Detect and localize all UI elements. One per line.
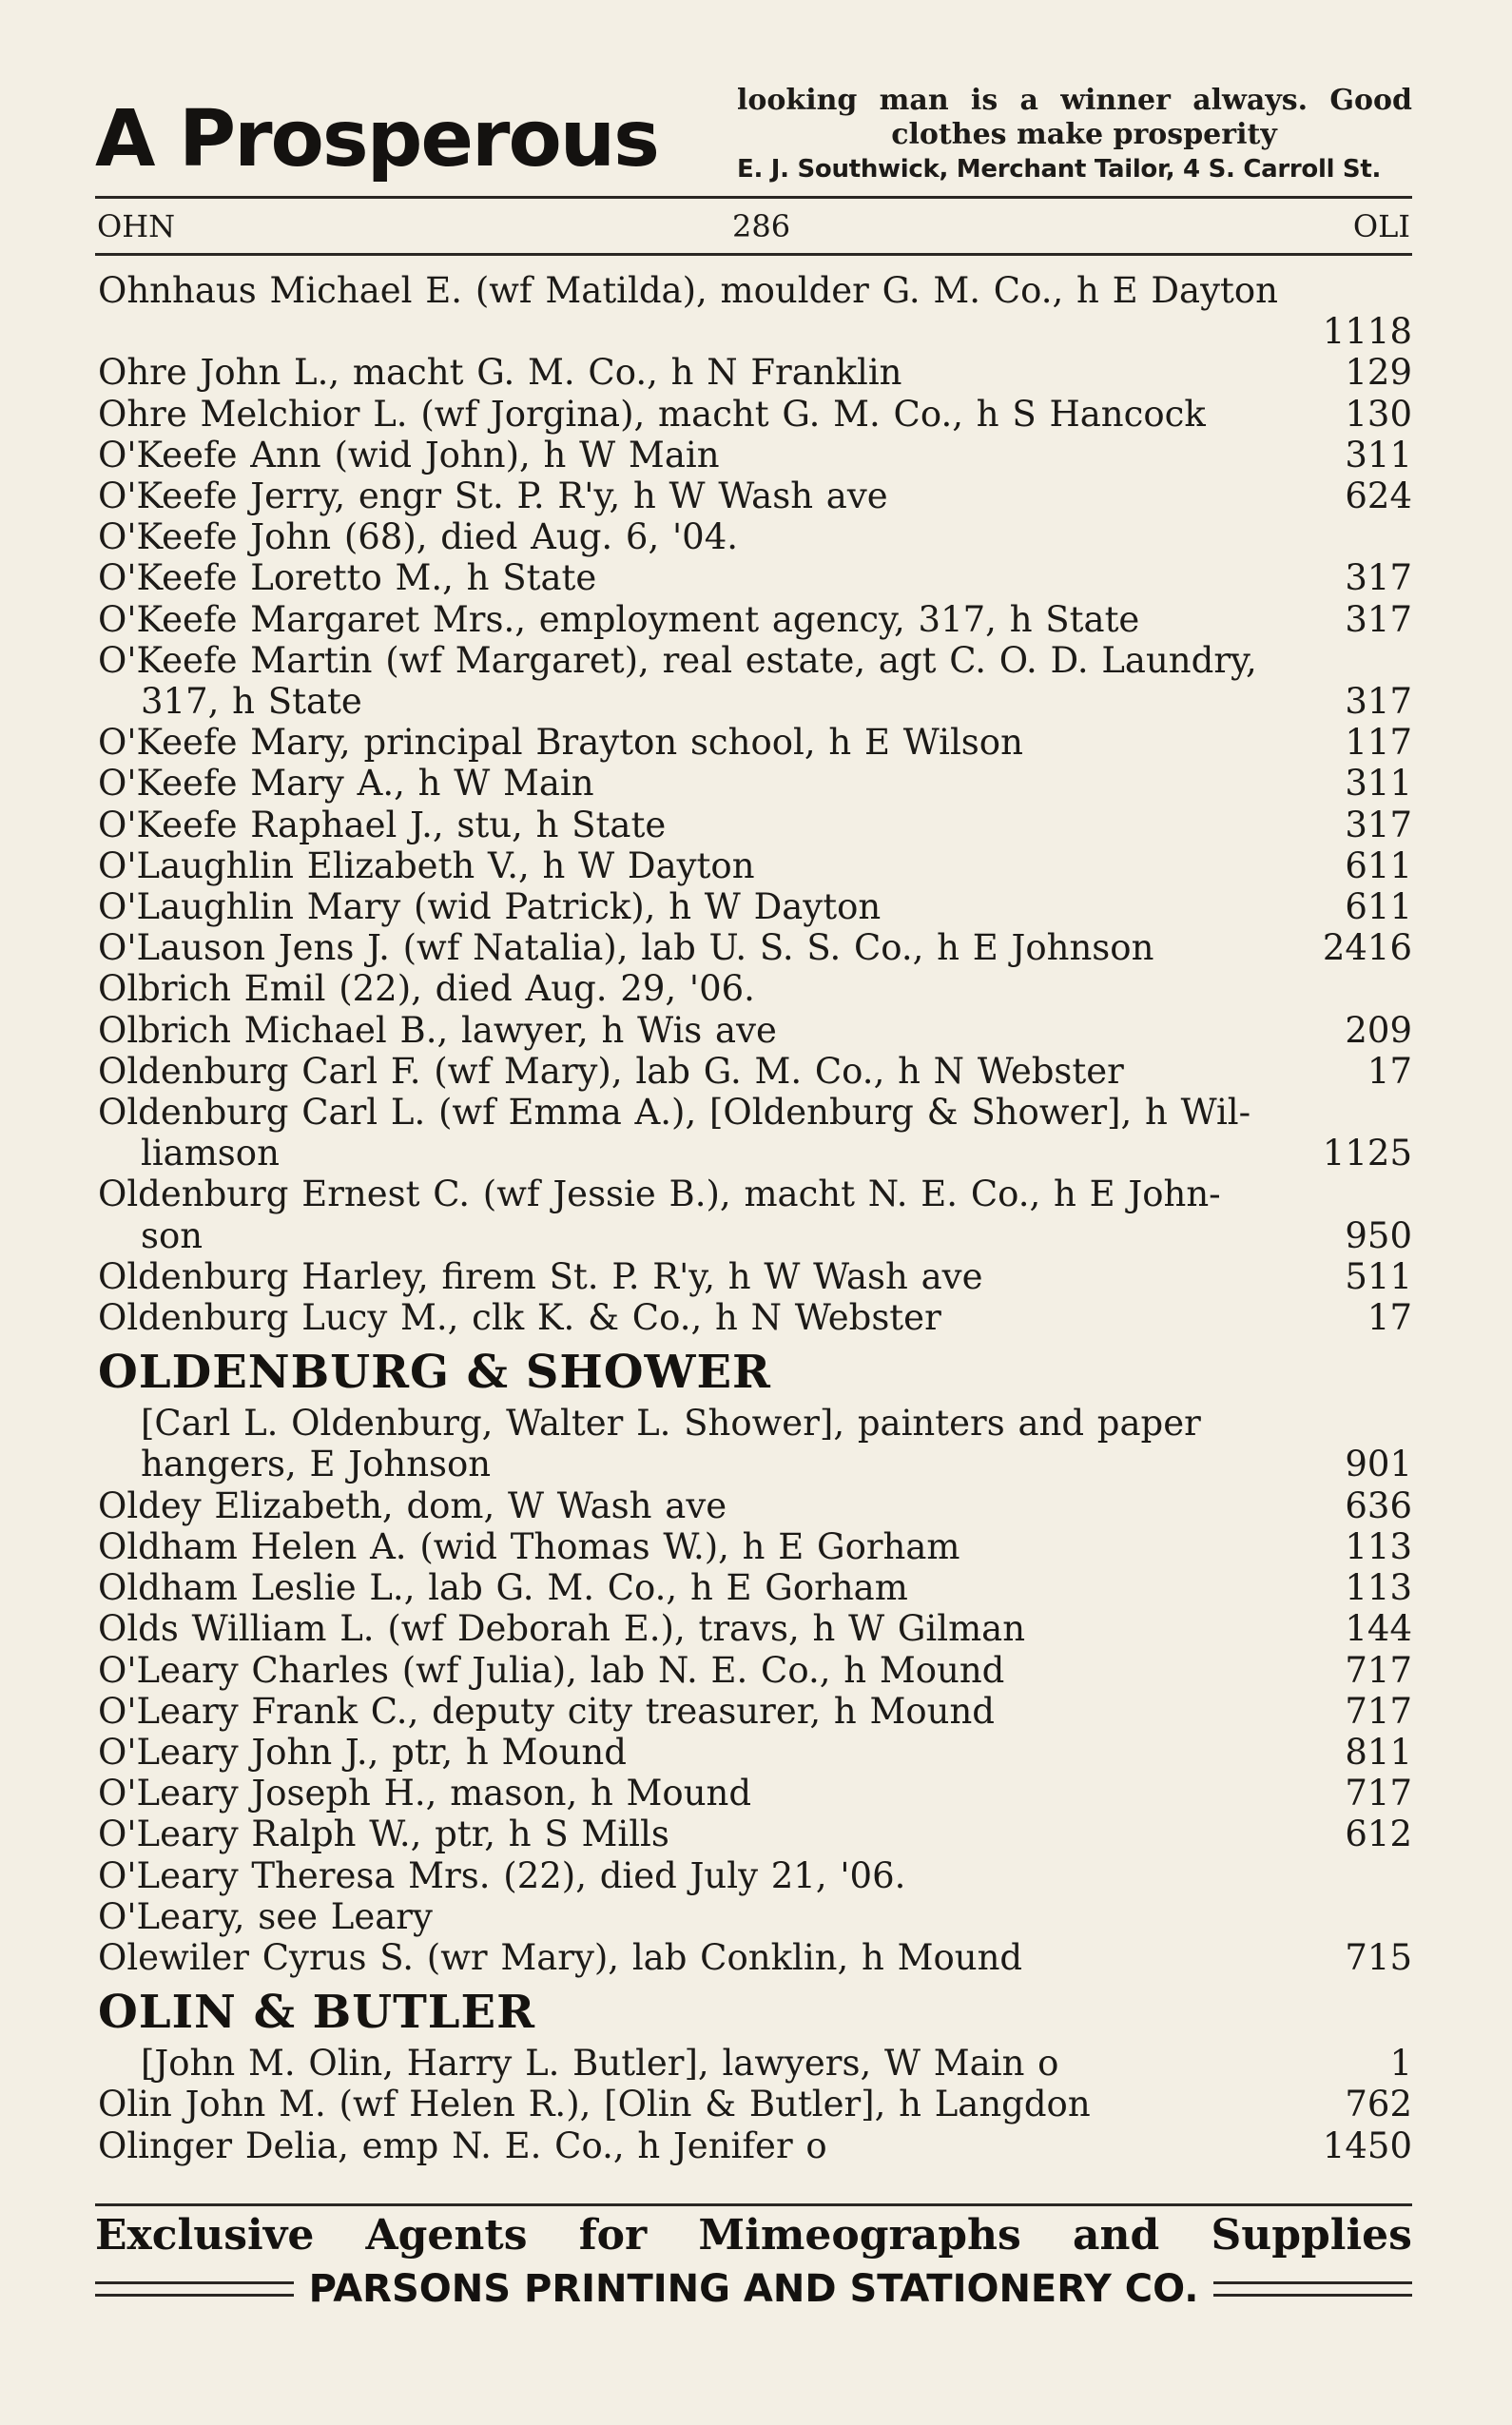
house-number: 717 [1345, 1690, 1412, 1732]
directory-entry [98, 1174, 1412, 1255]
ad-bottom-line-2 [95, 2263, 1412, 2315]
directory-entry [98, 475, 1412, 516]
house-number: 209 [1345, 1009, 1412, 1051]
directory-entry [98, 1855, 1412, 1896]
directory-entry [98, 557, 1412, 598]
entry-line [98, 640, 1412, 681]
entry-line [98, 1297, 1412, 1338]
directory-entry [98, 352, 1412, 393]
running-head [95, 204, 1412, 249]
entry-line [98, 1526, 1412, 1567]
directory-entry [98, 599, 1412, 640]
entry-line [98, 435, 1412, 475]
entry-text: O'Keefe Martin (wf Margaret), real estate, agt C. O. D. Laundry, [98, 639, 1257, 681]
entry-text: O'Leary Frank C., deputy city treasurer, h Mound [98, 1690, 995, 1732]
entry-line [98, 845, 1412, 886]
ad-bottom-word: Supplies [1211, 2211, 1412, 2260]
directory-entry [98, 516, 1412, 557]
entry-line [98, 311, 1412, 352]
entry-line [98, 1691, 1412, 1732]
entry-line [98, 1444, 1412, 1484]
entry-line [98, 1814, 1412, 1854]
house-number: 717 [1345, 1649, 1412, 1691]
entry-line [98, 2084, 1412, 2124]
directory-entry [98, 1896, 1412, 1937]
entry-line [98, 1567, 1412, 1608]
directory-entry [98, 1010, 1412, 1051]
house-number: 811 [1345, 1731, 1412, 1773]
entry-text: Oldenburg Carl L. (wf Emma A.), [Oldenburg & Shower], h Wil- [98, 1092, 1251, 1134]
house-number: 1450 [1322, 2124, 1412, 2166]
directory-entry [98, 1608, 1412, 1649]
directory-entry [98, 1773, 1412, 1814]
entry-text: O'Laughlin Elizabeth V., h W Dayton [98, 844, 755, 886]
house-number: 317 [1345, 598, 1412, 640]
directory-entry [98, 1051, 1412, 1092]
entry-line [98, 1855, 1412, 1896]
directory-entry [98, 845, 1412, 886]
entry-line [98, 722, 1412, 763]
ad-bottom-word: for [578, 2211, 648, 2260]
entry-line [98, 1608, 1412, 1649]
entry-line [98, 557, 1412, 598]
house-number: 511 [1345, 1255, 1412, 1297]
house-number: 17 [1367, 1297, 1412, 1339]
directory-entry [98, 1485, 1412, 1526]
entry-text: Olinger Delia, emp N. E. Co., h Jenifer o [98, 2124, 827, 2166]
directory-entry [98, 2125, 1412, 2166]
entry-text: Olbrich Michael B., lawyer, h Wis ave [98, 1009, 777, 1051]
entry-text: O'Leary John J., ptr, h Mound [98, 1731, 627, 1773]
bottom-advertisement [95, 2208, 1412, 2315]
entry-line [98, 1010, 1412, 1051]
directory-entry [98, 763, 1412, 804]
header-rule-top [95, 196, 1412, 199]
house-number: 317 [1345, 557, 1412, 599]
directory-entry [98, 886, 1412, 927]
ad-copy-line-1 [737, 84, 1412, 118]
ad-copy-word: winner [1060, 84, 1171, 117]
top-advertisement [95, 84, 1412, 196]
house-number: 715 [1345, 1936, 1412, 1978]
entry-text: O'Keefe John (68), died Aug. 6, '04. [98, 516, 738, 558]
directory-entry [98, 1732, 1412, 1773]
entry-line [98, 681, 1412, 722]
directory-entry [98, 722, 1412, 763]
entry-line [98, 1092, 1412, 1133]
ad-headline: A Prosperous [95, 94, 658, 184]
entry-line [98, 599, 1412, 640]
house-number: 717 [1345, 1773, 1412, 1814]
ad-copy-word: man [879, 84, 949, 117]
entry-text: Ohre Melchior L. (wf Jorgina), macht G. M. Co., h S Hancock [98, 393, 1206, 435]
entry-line [98, 1650, 1412, 1691]
entry-text: O'Laughlin Mary (wid Patrick), h W Dayton [98, 886, 882, 928]
entry-text: 317, h State [141, 681, 362, 723]
directory-entry [98, 968, 1412, 1009]
entry-text: O'Keefe Raphael J., stu, h State [98, 804, 667, 845]
entry-text: O'Keefe Mary A., h W Main [98, 763, 594, 805]
ad-copy-word: is [970, 84, 998, 117]
ad-bottom-word: Agents [365, 2211, 528, 2260]
page-number: 286 [732, 208, 791, 244]
entry-text: Ohnhaus Michael E. (wf Matilda), moulder G. M. Co., h E Dayton [98, 270, 1278, 311]
entry-text: O'Lauson Jens J. (wf Natalia), lab U. S. S. Co., h E Johnson [98, 927, 1154, 969]
directory-entry [98, 927, 1412, 968]
double-rule-left [95, 2281, 294, 2297]
entry-text: O'Leary Charles (wf Julia), lab N. E. Co., h Mound [98, 1649, 1005, 1691]
entry-text: Ohre John L., macht G. M. Co., h N Franklin [98, 352, 902, 394]
directory-entry [98, 394, 1412, 435]
entry-line [98, 1896, 1412, 1937]
directory-entry [98, 1937, 1412, 1978]
entry-line [98, 968, 1412, 1009]
ad-bottom-word: Mimeographs [698, 2211, 1021, 2260]
entry-text: Olewiler Cyrus S. (wr Mary), lab Conklin, h Mound [98, 1936, 1023, 1978]
house-number: 1125 [1322, 1133, 1412, 1174]
double-rule-right [1213, 2281, 1412, 2297]
house-number: 129 [1345, 352, 1412, 394]
ad-copy-line-2: clothes make prosperity [891, 118, 1277, 151]
house-number: 636 [1345, 1484, 1412, 1526]
running-head-left: OHN [97, 208, 176, 244]
ad-copy-word: always. [1192, 84, 1308, 117]
header-rule-bottom [95, 253, 1412, 256]
house-number: 611 [1345, 844, 1412, 886]
house-number: 612 [1345, 1814, 1412, 1855]
house-number: 2416 [1322, 927, 1412, 969]
directory-entry [98, 1403, 1412, 1484]
directory-entry [98, 435, 1412, 475]
firm-heading: OLDENBURG & SHOWER [98, 1346, 771, 1400]
entry-line [98, 394, 1412, 435]
directory-entry [98, 805, 1412, 845]
entry-line [98, 2043, 1412, 2084]
entry-text: O'Keefe Ann (wid John), h W Main [98, 434, 720, 475]
ad-copy-word: a [1019, 84, 1038, 117]
house-number: 317 [1345, 681, 1412, 723]
entry-line [98, 1256, 1412, 1297]
entry-line [98, 475, 1412, 516]
directory-entry [98, 1256, 1412, 1297]
house-number: 117 [1345, 722, 1412, 764]
entry-text: Oldey Elizabeth, dom, W Wash ave [98, 1484, 727, 1526]
company-name: PARSONS PRINTING AND STATIONERY CO. [308, 2267, 1199, 2311]
house-number: 624 [1345, 475, 1412, 517]
entry-text: liamson [141, 1133, 280, 1174]
directory-entry [98, 1297, 1412, 1338]
house-number: 311 [1345, 763, 1412, 805]
directory-entry [98, 270, 1412, 352]
house-number: 144 [1345, 1608, 1412, 1650]
entry-line [98, 352, 1412, 393]
house-number: 611 [1345, 886, 1412, 928]
ad-copy-line-3: E. J. Southwick, Merchant Tailor, 4 S. Carroll St. [737, 155, 1382, 184]
entry-text: O'Leary Ralph W., ptr, h S Mills [98, 1814, 669, 1855]
entry-text: Oldham Leslie L., lab G. M. Co., h E Gorham [98, 1567, 908, 1609]
house-number: 311 [1345, 434, 1412, 475]
entry-text: O'Keefe Loretto M., h State [98, 557, 597, 599]
entry-line [98, 927, 1412, 968]
entry-text: Olds William L. (wf Deborah E.), travs, h W Gilman [98, 1608, 1026, 1650]
entry-line [98, 805, 1412, 845]
entry-text: Olbrich Emil (22), died Aug. 29, '06. [98, 968, 755, 1010]
entry-text: O'Leary Joseph H., mason, h Mound [98, 1773, 752, 1814]
directory-entry [98, 1650, 1412, 1691]
directory-entry [98, 1814, 1412, 1854]
house-number: 950 [1345, 1214, 1412, 1256]
entry-text: Olin John M. (wf Helen R.), [Olin & Butler], h Langdon [98, 2084, 1091, 2125]
entry-line [98, 2125, 1412, 2166]
ad-bottom-line-1 [95, 2208, 1412, 2263]
house-number: 1 [1389, 2043, 1412, 2085]
house-number: 113 [1345, 1567, 1412, 1609]
directory-entry [98, 640, 1412, 722]
entry-line [98, 886, 1412, 927]
firm-heading: OLIN & BUTLER [98, 1986, 536, 2040]
entry-text: hangers, E Johnson [141, 1444, 492, 1485]
entry-line [98, 1937, 1412, 1978]
entry-text: [Carl L. Oldenburg, Walter L. Shower], painters and paper [141, 1403, 1201, 1445]
directory-entry [98, 2043, 1412, 2084]
entry-line [98, 1773, 1412, 1814]
house-number: 762 [1345, 2084, 1412, 2125]
ad-copy-word: looking [737, 84, 858, 117]
entry-line [98, 1485, 1412, 1526]
directory-entry [98, 1092, 1412, 1174]
running-head-right: OLI [1352, 208, 1410, 244]
entry-text: Oldenburg Lucy M., clk K. & Co., h N Webster [98, 1297, 941, 1339]
ad-bottom-word: Exclusive [95, 2211, 315, 2260]
house-number: 901 [1345, 1444, 1412, 1485]
entry-text: O'Keefe Jerry, engr St. P. R'y, h W Wash ave [98, 475, 888, 517]
directory-listing [98, 270, 1412, 2166]
house-number: 113 [1345, 1525, 1412, 1567]
entry-line [98, 763, 1412, 804]
entry-line [98, 1403, 1412, 1444]
entry-text: Oldenburg Harley, firem St. P. R'y, h W Wash ave [98, 1255, 983, 1297]
house-number: 17 [1367, 1050, 1412, 1092]
house-number: 317 [1345, 804, 1412, 845]
entry-line [98, 1215, 1412, 1256]
entry-text: O'Keefe Mary, principal Brayton school, h E Wilson [98, 722, 1023, 764]
directory-entry [98, 2084, 1412, 2124]
footer-rule [95, 2203, 1412, 2206]
entry-text: Oldenburg Ernest C. (wf Jessie B.), macht N. E. Co., h E John- [98, 1174, 1221, 1215]
entry-text: Oldenburg Carl F. (wf Mary), lab G. M. Co., h N Webster [98, 1050, 1124, 1092]
house-number: 1118 [1322, 311, 1412, 353]
entry-line [98, 1732, 1412, 1773]
entry-text: son [141, 1214, 204, 1256]
entry-line [98, 270, 1412, 311]
entry-line [98, 1051, 1412, 1092]
directory-entry [98, 1567, 1412, 1608]
entry-text: O'Keefe Margaret Mrs., employment agency, 317, h State [98, 598, 1140, 640]
house-number: 130 [1345, 393, 1412, 435]
entry-line [98, 1174, 1412, 1214]
entry-text: O'Leary Theresa Mrs. (22), died July 21, '06. [98, 1854, 906, 1896]
ad-copy [737, 84, 1412, 186]
entry-line [98, 516, 1412, 557]
entry-text: O'Leary, see Leary [98, 1895, 433, 1937]
entry-line [98, 1133, 1412, 1174]
ad-bottom-word: and [1072, 2211, 1160, 2260]
ad-copy-word: Good [1329, 84, 1412, 117]
directory-entry [98, 1526, 1412, 1567]
directory-entry [98, 1691, 1412, 1732]
entry-text: [John M. Olin, Harry L. Butler], lawyers, W Main o [141, 2043, 1059, 2085]
entry-text: Oldham Helen A. (wid Thomas W.), h E Gorham [98, 1525, 960, 1567]
